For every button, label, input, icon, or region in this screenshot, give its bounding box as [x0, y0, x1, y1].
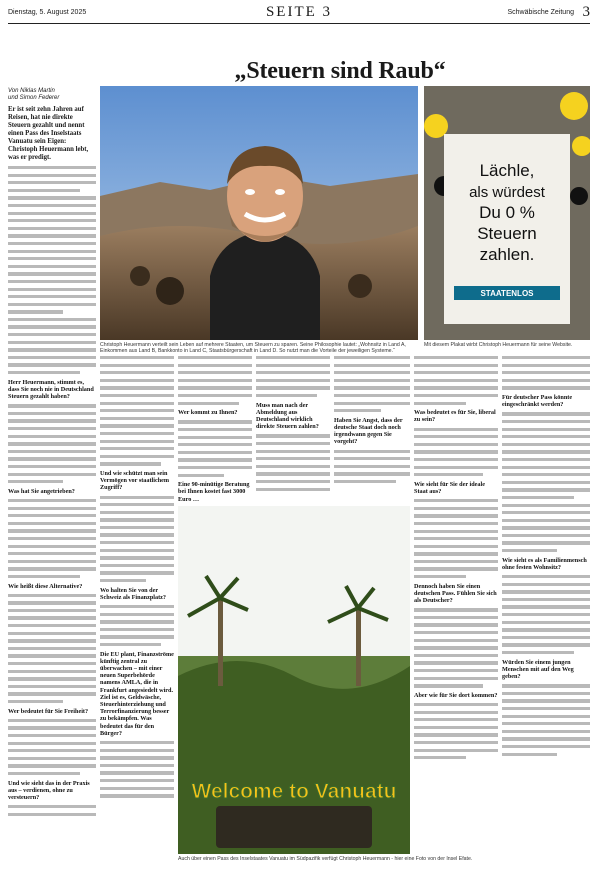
page-headline: „Steuern sind Raub“ [234, 58, 446, 84]
text-column-2 [100, 356, 174, 866]
question-heading: Wer bedeutet für Sie Freiheit? [8, 707, 89, 715]
body-text-block [502, 356, 590, 390]
body-text-block [100, 356, 174, 466]
poster-line-5: zahlen. [479, 245, 535, 264]
question-heading: Muss man nach der Abmeldung aus Deutschland wirklich direkte Steuern zahlen? [256, 401, 319, 431]
body-text-block [8, 499, 96, 578]
body-text-block [414, 356, 498, 405]
body-text-block [100, 496, 174, 583]
page-number: 3 [582, 4, 590, 20]
question-heading: Dennoch haben Sie einen deutschen Pass. Fühlen Sie sich als Deutscher? [414, 582, 497, 605]
intro-lead: Er ist seit zehn Jahren auf Reisen, hat nie direkte Steuern gezahlt und nennt einen Pass des Inselstaats Vanuatu sein Eigen: Christoph Heuermann lebt, was er predigt. [8, 106, 89, 161]
vanuatu-photo [178, 506, 410, 854]
portrait-caption: Christoph Heuermann verteilt sein Leben auf mehrere Staaten, um Steuern zu sparen. Seine Philosophie lautet: „Wohnsitz in Land A, Einkommen aus Land B, Bankkonto in Land C, Staatsbürgerschaft in Land D. So nutzt man die Vorteile der jeweiligen Systeme.“ [100, 342, 406, 355]
text-column-5 [334, 356, 410, 502]
body-text-block [414, 428, 498, 477]
question-heading: Was bedeutet es für Sie, liberal zu sein? [414, 409, 496, 424]
text-column-4 [256, 356, 330, 502]
poster-brand: STAATENLOS [480, 289, 534, 298]
poster-line-1: Lächle, [479, 161, 535, 180]
body-text-block [502, 412, 590, 552]
body-text-block [178, 356, 252, 405]
body-text-block [414, 608, 498, 687]
byline-author-2: und Simon Federer [8, 95, 60, 101]
masthead [8, 4, 590, 24]
body-text-block [502, 575, 590, 654]
question-heading: Wer kommt zu Ihnen? [178, 409, 238, 417]
body-text-block [100, 605, 174, 646]
body-text-block [8, 166, 96, 374]
vanuatu-caption: Auch über einen Pass des Inselstaates Vanuatu im Südpazifik verfügt Christoph Heuermann - hier eine Foto von der Insel Efate. [178, 856, 473, 862]
poster-caption: Mit diesem Plakat wirbt Christoph Heuermann für seine Website. [424, 342, 573, 348]
question-heading: Haben Sie Angst, dass der deutsche Staat doch noch irgendwann gegen Sie vorgeht? [334, 416, 403, 446]
poster-illustration [424, 86, 590, 340]
question-heading: Was hat Sie angetrieben? [8, 487, 75, 495]
question-heading: Wie sieht es als Familienmensch ohne festen Wohnsitz? [502, 556, 587, 571]
question-heading: Würden Sie einem jungen Menschen mit auf den Weg geben? [502, 658, 574, 680]
question-heading: Aber wie für Sie dort kommen? [414, 691, 498, 699]
welcome-sign: Welcome to Vanuatu [191, 780, 397, 803]
paper-name: Schwäbische Zeitung [507, 9, 574, 16]
body-text-block [256, 356, 330, 397]
body-text-block [256, 434, 330, 490]
body-text-block [502, 684, 590, 756]
body-text-block [178, 420, 252, 476]
byline-author-1: Von Niklas Martin [8, 88, 55, 94]
byline [8, 88, 96, 102]
body-text-block [8, 404, 96, 483]
question-heading: Die EU plant, Finanzströme künftig zentral zu überwachen – mit einer neuen Superbehörde namens AMLA, die in Frankfurt angesiedelt wird. Ziel ist es, Geldwäsche, Steuerhinterziehung und Terrorfinanzierung besser zu bekämpfen. Was bedeutet das für den Bürger? [100, 650, 174, 737]
portrait-illustration [100, 86, 418, 340]
question-heading: Herr Heuermann, stimmt es, dass Sie noch nie in Deutschland Steuern gezahlt haben? [8, 378, 94, 401]
body-text-block [8, 594, 96, 704]
question-heading: Für deutscher Pass könnte eingeschränkt werden? [502, 393, 573, 409]
body-text-block [414, 703, 498, 759]
issue-date: Dienstag, 5. August 2025 [8, 9, 87, 16]
question-heading: Eine 90-minütige Beratung bei Ihnen kostet fast 3000 Euro … [178, 481, 250, 503]
vanuatu-illustration [178, 506, 410, 854]
poster-line-4: Steuern [477, 224, 537, 243]
text-column-6 [414, 356, 498, 866]
question-heading: Wie sieht für Sie der ideale Staat aus? [414, 480, 485, 495]
intro-column [8, 88, 96, 866]
body-text-block [8, 719, 96, 775]
portrait-photo [100, 86, 418, 340]
text-column-7 [502, 356, 590, 866]
question-heading: Wo halten Sie von der Schweiz als Finanzplatz? [100, 586, 166, 601]
poster-photo [424, 86, 590, 340]
body-text-block [100, 741, 174, 797]
body-text-block [334, 450, 410, 484]
section-title: SEITE 3 [265, 4, 333, 20]
body-text-block [414, 499, 498, 578]
question-heading: Und wie schützt man sein Vermögen vor staatlichem Zugriff? [100, 469, 170, 492]
poster-line-2: als würdest [469, 184, 545, 201]
body-text-block [334, 356, 410, 412]
question-heading: Wie heißt diese Alternative? [8, 582, 83, 590]
body-text-block [8, 805, 96, 816]
question-heading: Und wie sieht das in der Praxis aus – verdienen, ohne zu versteuern? [8, 779, 90, 801]
poster-line-3: Du 0 % [479, 203, 535, 222]
